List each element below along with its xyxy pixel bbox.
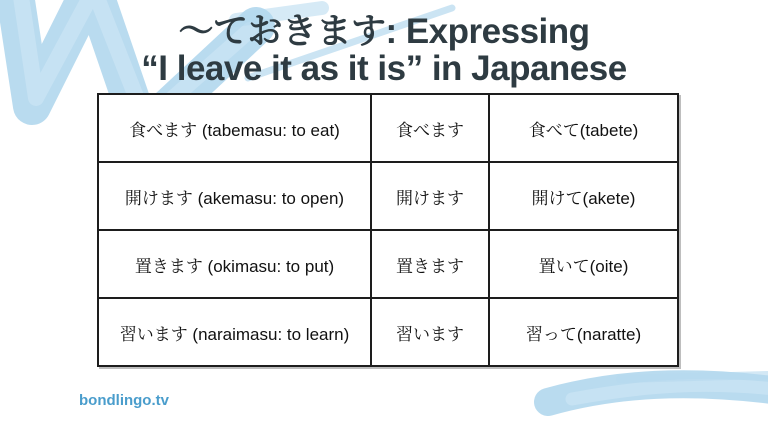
table-cell-masu-form: 置きます (371, 230, 489, 298)
table-row (98, 162, 678, 230)
table-cell-te-form: 置いて(oite) (489, 230, 678, 298)
slide-title-line1: 〜ておきます: Expressing (178, 12, 590, 51)
table-row (98, 298, 678, 366)
table-cell-masu-form: 食べます (371, 94, 489, 162)
table-cell-te-form: 食べて(tabete) (489, 94, 678, 162)
table-cell-te-form: 習って(naratte) (489, 298, 678, 366)
table-cell-masu-form: 開けます (371, 162, 489, 230)
slide-title (0, 13, 768, 87)
table-cell-dictionary-form: 食べます (tabemasu: to eat) (98, 94, 371, 162)
table-cell-dictionary-form: 置きます (okimasu: to put) (98, 230, 371, 298)
table-cell-masu-form: 習います (371, 298, 489, 366)
conjugation-table (97, 93, 679, 367)
table-cell-dictionary-form: 習います (naraimasu: to learn) (98, 298, 371, 366)
table-cell-te-form: 開けて(akete) (489, 162, 678, 230)
table-row (98, 230, 678, 298)
table-cell-dictionary-form: 開けます (akemasu: to open) (98, 162, 371, 230)
brush-stroke-bottom-right (548, 375, 768, 402)
watermark-bondlingo: bondlingo.tv (79, 392, 169, 409)
conjugation-table-body (98, 94, 678, 366)
table-row (98, 94, 678, 162)
slide-title-line2: “I leave it as it is” in Japanese (141, 49, 627, 88)
